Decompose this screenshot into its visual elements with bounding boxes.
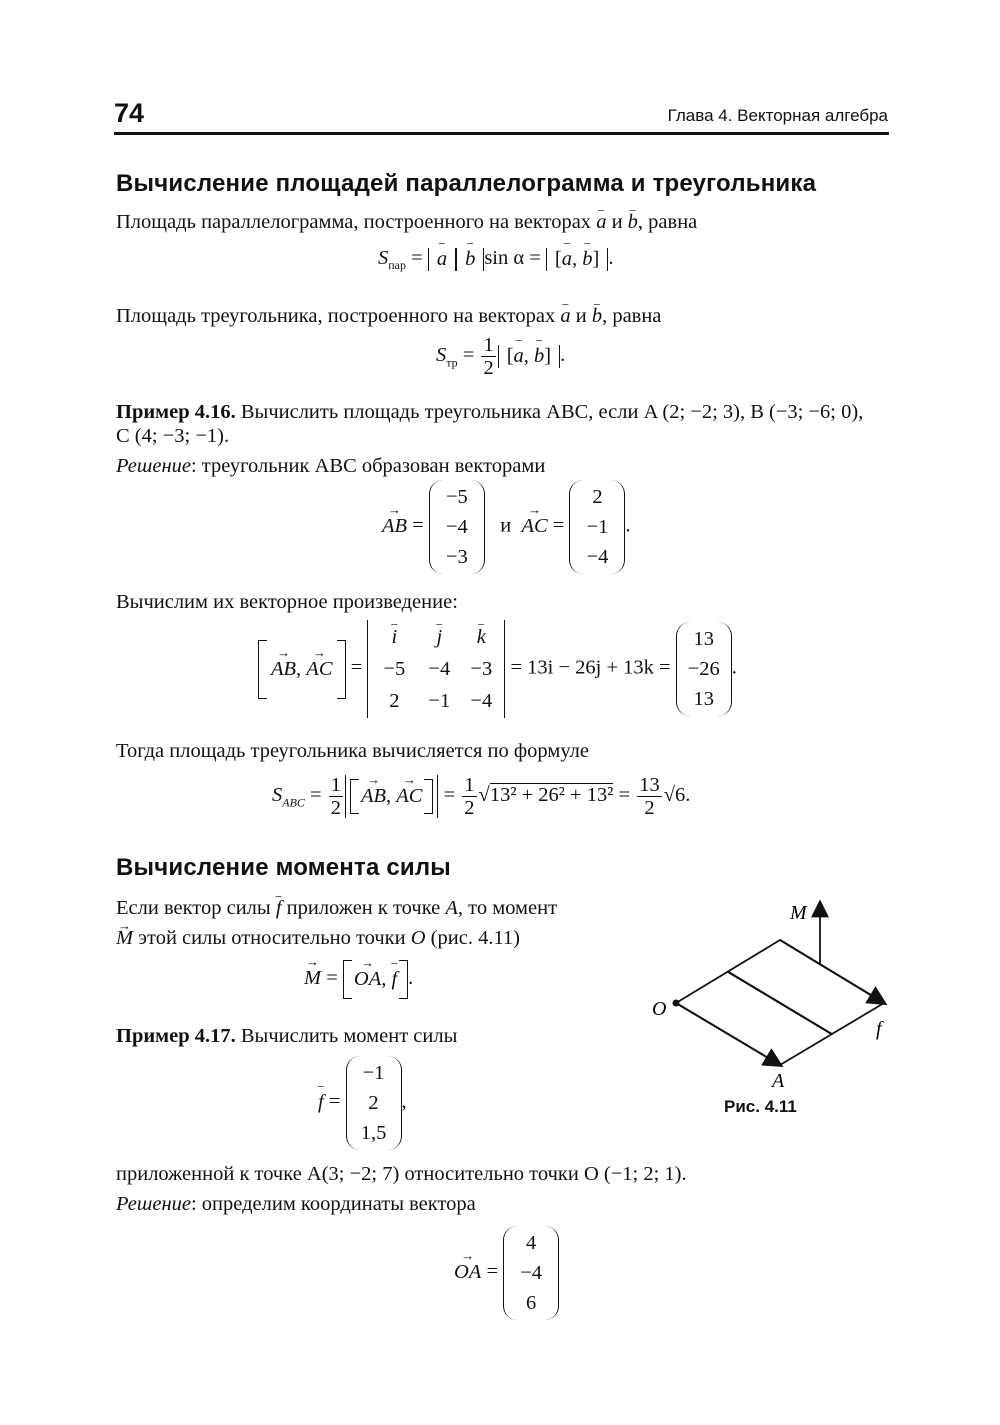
hatch-line bbox=[640, 903, 900, 1095]
formula-ab-ac: → AB = −5 −4 −3 и → AC = 2 −1 −4 . bbox=[382, 480, 631, 574]
formula-triangle-area: $S_{тр}$ = $\frac{1}{2}$ [− a, − b] . bbox=[436, 334, 565, 379]
section-title-areas: Вычисление площадей параллелограмма и треугольника bbox=[116, 170, 817, 197]
hatch-line bbox=[640, 885, 890, 1069]
hatch-line bbox=[640, 885, 866, 1055]
oa-vector-arrow bbox=[676, 1003, 780, 1065]
example-4-16-statement: Пример 4.16. Вычислить площадь треугольника ABC, если A (2; −2; 3), B (−3; −6; 0), bbox=[116, 401, 864, 423]
oa-column: 4 −4 6 bbox=[503, 1226, 559, 1320]
hatch-line bbox=[640, 885, 900, 1077]
hatch-line bbox=[670, 937, 900, 1120]
ac-column: 2 −1 −4 bbox=[569, 480, 625, 574]
hatch-line bbox=[640, 900, 900, 1092]
example-4-17-applied: приложенной к точке A(3; −2; 7) относительно точки O (−1; 2; 1). bbox=[116, 1163, 687, 1185]
label-m: M bbox=[790, 902, 807, 924]
ab-column: −5 −4 −3 bbox=[429, 480, 485, 574]
running-head: Глава 4. Векторная алгебра bbox=[667, 106, 888, 125]
hatch-line bbox=[682, 944, 900, 1120]
paragraph-triangle: Площадь треугольника, построенного на векторах − a и − b, равна bbox=[116, 302, 661, 331]
example-label: Пример 4.17. bbox=[116, 1025, 236, 1047]
hatch-line bbox=[640, 889, 900, 1081]
figure-caption: Рис. 4.11 bbox=[724, 1097, 797, 1116]
point-o bbox=[673, 1000, 680, 1007]
hatch-line bbox=[640, 885, 872, 1058]
cross-product-intro: Вычислим их векторное произведение: bbox=[116, 591, 458, 613]
hatch-line bbox=[640, 911, 900, 1103]
example-4-16-solution: Решение: треугольник ABC образован векторами bbox=[116, 455, 546, 477]
formula-force-vector: − f = −1 2 1,5 , bbox=[318, 1056, 407, 1150]
hatch-line bbox=[694, 951, 900, 1120]
example-4-17-statement: Пример 4.17. Вычислить момент силы bbox=[116, 1025, 458, 1047]
header-rule bbox=[114, 132, 889, 135]
hatch-line bbox=[676, 940, 900, 1120]
paragraph-moment-2: → M этой силы относительно точки O (рис. 4.11) bbox=[116, 924, 520, 953]
example-4-16-statement-line2: C (4; −3; −1). bbox=[116, 425, 230, 447]
paragraph-parallelogram: Площадь параллелограмма, построенного на векторах − a и − b, равна bbox=[116, 208, 697, 237]
section-title-moment: Вычисление момента силы bbox=[116, 854, 451, 881]
formula-parallelogram-area: $S_{пар}$ = − a− b sin α = [− a, − b] . bbox=[378, 247, 613, 273]
label-f: f bbox=[876, 1018, 882, 1040]
formula-cross-product: → AB, → AC = − i − j − k −5 −4 −3 2 −1 −4 = 13i − 26j + 13k = 13 −26 13 . bbox=[258, 620, 737, 718]
page-number: 74 bbox=[114, 98, 145, 128]
label-a: A bbox=[772, 1070, 785, 1092]
formula-moment: → M = → OA, − f . bbox=[304, 960, 413, 999]
example-label: Пример 4.16. bbox=[116, 401, 236, 423]
hatch-line bbox=[640, 885, 897, 1073]
example-4-17-solution: Решение: определим координаты вектора bbox=[116, 1193, 476, 1215]
label-o: O bbox=[652, 998, 667, 1020]
f-column: −1 2 1,5 bbox=[346, 1056, 402, 1150]
hatch-line bbox=[640, 885, 884, 1066]
force-vector-arrow bbox=[780, 940, 884, 1003]
area-formula-intro: Тогда площадь треугольника вычисляется по формуле bbox=[116, 740, 590, 762]
hatch-line bbox=[640, 885, 878, 1062]
determinant: − i − j − k −5 −4 −3 2 −1 −4 bbox=[367, 620, 505, 718]
cross-result-column: 13 −26 13 bbox=[676, 622, 732, 716]
formula-oa-vector: → OA = 4 −4 6 bbox=[454, 1226, 559, 1320]
paragraph-moment-1: Если вектор силы − f приложен к точке A, то момент bbox=[116, 894, 557, 923]
figure-4-11 bbox=[640, 885, 900, 1120]
formula-triangle-abc-area: $S_{ABC}$ = $\frac{1}{2}$ → AB, → AC = $\frac{1}{2}$ √13² + 26² + 13² = $\frac{13}{2}$ √6. bbox=[272, 774, 690, 819]
hatch-line bbox=[640, 914, 900, 1106]
hatch-line bbox=[688, 948, 900, 1120]
